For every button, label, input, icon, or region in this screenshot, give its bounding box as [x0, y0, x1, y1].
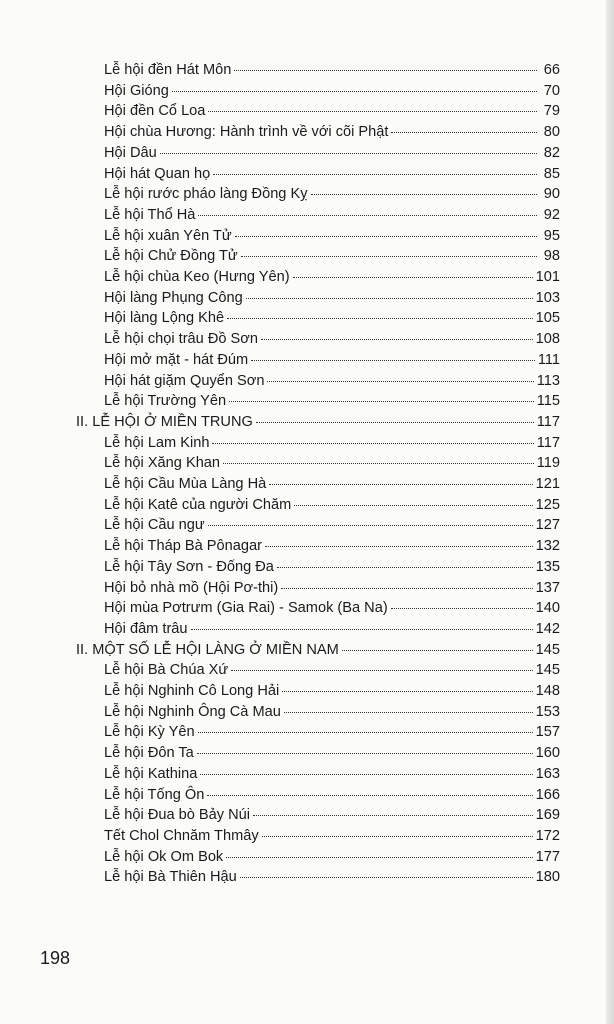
- toc-page-number: 142: [535, 620, 560, 637]
- toc-page-number: 105: [535, 310, 560, 327]
- toc-title: Lễ hội chùa Keo (Hưng Yên): [104, 269, 290, 285]
- toc-title: Lễ hội rước pháo làng Đồng Kỵ: [104, 186, 308, 203]
- toc-page-number: 137: [535, 579, 560, 596]
- toc-title: Lễ hội Kathina: [104, 765, 198, 782]
- dot-leader: [262, 822, 533, 837]
- dot-leader: [277, 553, 533, 568]
- toc-page-number: 145: [535, 641, 560, 658]
- toc-page-number: 169: [535, 807, 560, 824]
- toc-page-number: 145: [535, 662, 560, 679]
- toc-title: Lễ hội Cầu ngư: [104, 517, 205, 534]
- toc-page-number: 70: [543, 82, 560, 99]
- toc-title: Hội Gióng: [104, 82, 169, 99]
- toc-page-number: 113: [536, 372, 560, 389]
- toc-title: Hội bỏ nhà mồ (Hội Pơ-thi): [104, 579, 279, 596]
- toc-entry: [104, 866, 560, 886]
- toc-page-number: 125: [535, 496, 560, 513]
- dot-leader: [269, 470, 532, 485]
- toc-page-number: 85: [543, 165, 560, 182]
- toc-title: Hội Dâu: [104, 144, 157, 161]
- toc-page-number: 80: [543, 124, 560, 141]
- dot-leader: [256, 408, 534, 423]
- toc-page-number: 98: [543, 248, 560, 265]
- toc-title: Lễ hội Xăng Khan: [104, 455, 221, 472]
- toc-title: Lễ hội Tháp Bà Pônagar: [104, 538, 262, 555]
- dot-leader: [172, 77, 537, 92]
- toc-page-number: 117: [536, 434, 560, 451]
- dot-leader: [198, 201, 537, 216]
- dot-leader: [198, 718, 533, 733]
- toc-page-number: 95: [543, 227, 560, 244]
- dot-leader: [226, 843, 532, 858]
- toc-title: Lễ hội đền Hát Môn: [104, 62, 232, 78]
- toc-title: Lễ hội Bà Thiên Hậu: [104, 869, 237, 886]
- dot-leader: [212, 429, 533, 444]
- dot-leader: [281, 574, 532, 589]
- toc-title: II. LỄ HỘI Ở MIỀN TRUNG: [76, 413, 253, 430]
- toc-title: Lễ hội Nghinh Cô Long Hải: [104, 683, 280, 699]
- page-edge: [606, 0, 614, 1024]
- toc-title: Hội chùa Hương: Hành trình về với cõi Phật: [104, 124, 389, 141]
- toc-page-number: 132: [535, 538, 560, 555]
- toc-page-number: 115: [536, 393, 560, 410]
- toc-title: Hội làng Lộng Khê: [104, 310, 225, 327]
- toc-title: Lễ hội Chử Đồng Tử: [104, 248, 238, 265]
- dot-leader: [240, 863, 533, 878]
- dot-leader: [284, 698, 533, 713]
- toc-title: Hội mở mặt - hát Đúm: [104, 351, 249, 368]
- dot-leader: [207, 781, 532, 796]
- toc-title: Lễ hội Lam Kinh: [104, 434, 210, 451]
- toc-page-number: 121: [535, 476, 560, 492]
- toc-page-number: 140: [535, 600, 560, 617]
- toc-title: Lễ hội chọi trâu Đồ Sơn: [104, 331, 258, 348]
- toc-title: Hội đâm trâu: [104, 620, 188, 637]
- toc-page-number: 153: [535, 703, 560, 720]
- toc-title: Lễ hội xuân Yên Tử: [104, 227, 232, 244]
- dot-leader: [391, 118, 537, 133]
- dot-leader: [241, 242, 537, 257]
- toc-page-number: 163: [535, 765, 560, 782]
- toc-page-number: 111: [537, 351, 560, 368]
- toc-title: Lễ hội Đôn Ta: [104, 745, 194, 762]
- toc-page-number: 101: [535, 269, 560, 285]
- dot-leader: [223, 449, 534, 464]
- toc-page-number: 79: [543, 103, 560, 120]
- dot-leader: [197, 739, 533, 754]
- toc-page-number: 180: [535, 869, 560, 886]
- dot-leader: [191, 615, 533, 630]
- dot-leader: [251, 346, 535, 361]
- dot-leader: [282, 677, 532, 692]
- toc-title: Hội làng Phụng Công: [104, 289, 243, 306]
- dot-leader: [265, 532, 533, 547]
- toc-title: Lễ hội Đua bò Bảy Núi: [104, 807, 251, 824]
- dot-leader: [229, 387, 534, 402]
- toc-page-number: 177: [535, 848, 560, 865]
- toc-title: Hội hát Quan họ: [104, 165, 211, 182]
- toc-page-number: 108: [535, 331, 560, 348]
- toc-page-number: 66: [543, 62, 560, 78]
- toc-title: II. MỘT SỐ LỄ HỘI LÀNG Ở MIỀN NAM: [76, 641, 339, 658]
- toc-title: Lễ hội Tống Ôn: [104, 786, 205, 803]
- toc-title: Lễ hội Tây Sơn - Đống Đa: [104, 558, 274, 575]
- dot-leader: [261, 325, 533, 340]
- dot-leader: [311, 180, 537, 195]
- dot-leader: [227, 304, 533, 319]
- toc-page-number: 117: [536, 413, 560, 430]
- dot-leader: [200, 760, 532, 775]
- toc-title: Lễ hội Kỳ Yên: [104, 724, 195, 741]
- dot-leader: [253, 801, 533, 816]
- dot-leader: [246, 284, 533, 299]
- page-number: 198: [40, 948, 71, 968]
- dot-leader: [267, 367, 533, 382]
- dot-leader: [391, 594, 533, 609]
- toc-page-number: 127: [535, 517, 560, 534]
- toc-title: Hội hát giặm Quyển Sơn: [104, 372, 265, 389]
- toc-page-number: 157: [535, 724, 560, 741]
- toc-page-number: 166: [535, 786, 560, 803]
- dot-leader: [208, 511, 533, 526]
- toc-page-number: 82: [543, 144, 560, 161]
- dot-leader: [208, 97, 537, 112]
- dot-leader: [213, 160, 537, 175]
- toc-title: Lễ hội Ok Om Bok: [104, 848, 224, 865]
- toc-title: Lễ hội Katê của người Chăm: [104, 496, 292, 513]
- toc-page-number: 160: [535, 745, 560, 762]
- toc-title: Hội đền Cổ Loa: [104, 103, 206, 120]
- dot-leader: [293, 263, 533, 278]
- toc-page-number: 135: [535, 558, 560, 575]
- toc-page-number: 103: [535, 289, 560, 306]
- dot-leader: [235, 222, 537, 237]
- dot-leader: [160, 139, 537, 154]
- toc-title: Lễ hội Nghinh Ông Cà Mau: [104, 703, 281, 720]
- dot-leader: [342, 636, 533, 651]
- toc-title: Lễ hội Bà Chúa Xứ: [104, 662, 229, 679]
- dot-leader: [234, 56, 537, 71]
- toc-page-number: 172: [535, 827, 560, 844]
- toc-page-number: 119: [536, 455, 560, 472]
- toc-title: Lễ hội Cầu Mùa Làng Hà: [104, 476, 267, 492]
- dot-leader: [231, 656, 532, 671]
- toc-page-number: 148: [535, 683, 560, 699]
- toc-page-number: 92: [543, 206, 560, 223]
- dot-leader: [294, 491, 532, 506]
- toc-title: Tết Chol Chnăm Thmây: [104, 827, 259, 844]
- toc-title: Lễ hội Trường Yên: [104, 393, 227, 410]
- toc-page-number: 90: [543, 186, 560, 203]
- toc-title: Lễ hội Thổ Hà: [104, 206, 196, 223]
- toc-title: Hội mùa Pơtrưm (Gia Rai) - Samok (Ba Na): [104, 600, 388, 617]
